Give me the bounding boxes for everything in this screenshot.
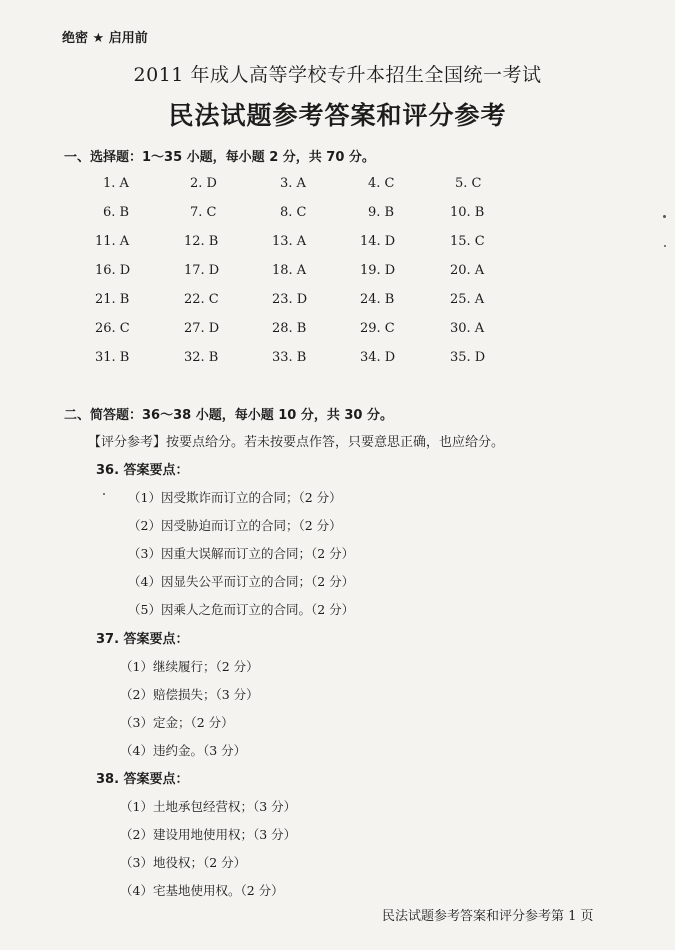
answer-point: （5）因乘人之危而订立的合同。（2 分） [128,602,355,617]
answer-item: 31. B [95,350,130,365]
answer-point: （2）建设用地使用权；（3 分） [120,827,297,842]
answer-item: 33. B [272,350,307,365]
answer-item: 27. D [184,321,220,336]
answer-point: （2）因受胁迫而订立的合同；（2 分） [128,518,342,533]
answer-point: （4）违约金。（3 分） [120,743,247,758]
answer-item: 26. C [95,321,130,336]
answer-item: 22. C [184,292,219,307]
answer-item: 12. B [184,234,219,249]
answer-item: 3. A [280,176,306,191]
question-36-heading: 36. 答案要点： [96,463,189,478]
answer-item: 5. C [455,176,482,191]
answer-item: 17. D [184,263,220,278]
answer-item: 6. B [103,205,130,220]
page-footer: 民法试题参考答案和评分参考第 1 页 [382,909,594,924]
answer-item: 21. B [95,292,130,307]
answer-item: 14. D [360,234,396,249]
answer-point: （1）土地承包经营权；（3 分） [120,799,297,814]
page-title: 民法试题参考答案和评分参考 [168,101,507,130]
answer-item: 10. B [450,205,485,220]
answer-item: 1. A [103,176,129,191]
answer-point: （4）宅基地使用权。（2 分） [120,883,284,898]
answer-item: 4. C [368,176,395,191]
answer-item: 34. D [360,350,396,365]
answer-item: 30. A [450,321,485,336]
answer-item: 11. A [95,234,130,249]
answer-item: 8. C [280,205,307,220]
answer-item: 18. A [272,263,307,278]
answer-item: 35. D [450,350,486,365]
scoring-note: 【评分参考】按要点给分。若未按要点作答，只要意思正确，也应给分。 [88,435,505,450]
answer-item: 2. D [190,176,217,191]
answer-item: 19. D [360,263,396,278]
answer-point: （2）赔偿损失；（3 分） [120,687,259,702]
question-38-heading: 38. 答案要点： [96,772,189,787]
answer-point: （3）地役权；（2 分） [120,855,247,870]
answer-point: （3）定金；（2 分） [120,715,234,730]
answer-point: （1）继续履行；（2 分） [120,659,259,674]
classified-label: 绝密 ★ 启用前 [62,31,148,46]
answer-item: 16. D [95,263,131,278]
answer-item: 9. B [368,205,395,220]
answer-item: 20. A [450,263,485,278]
section1-heading: 一、选择题：1～35 小题，每小题 2 分，共 70 分。 [64,150,375,165]
answer-item: 29. C [360,321,395,336]
answer-point: （4）因显失公平而订立的合同；（2 分） [128,574,355,589]
answer-item: 7. C [190,205,217,220]
answer-item: 23. D [272,292,308,307]
section2-heading: 二、简答题：36～38 小题，每小题 10 分，共 30 分。 [64,408,393,423]
scan-speck [663,215,666,218]
answer-item: 25. A [450,292,485,307]
answer-item: 32. B [184,350,219,365]
answer-point: （1）因受欺诈而订立的合同；（2 分） [128,490,342,505]
answer-item: 28. B [272,321,307,336]
answer-item: 15. C [450,234,485,249]
answer-item: 24. B [360,292,395,307]
scan-speck [103,493,105,495]
answer-point: （3）因重大误解而订立的合同；（2 分） [128,546,355,561]
question-37-heading: 37. 答案要点： [96,632,189,647]
exam-title: 2011 年成人高等学校专升本招生全国统一考试 [133,64,542,86]
answer-item: 13. A [272,234,307,249]
scan-speck [664,245,666,247]
